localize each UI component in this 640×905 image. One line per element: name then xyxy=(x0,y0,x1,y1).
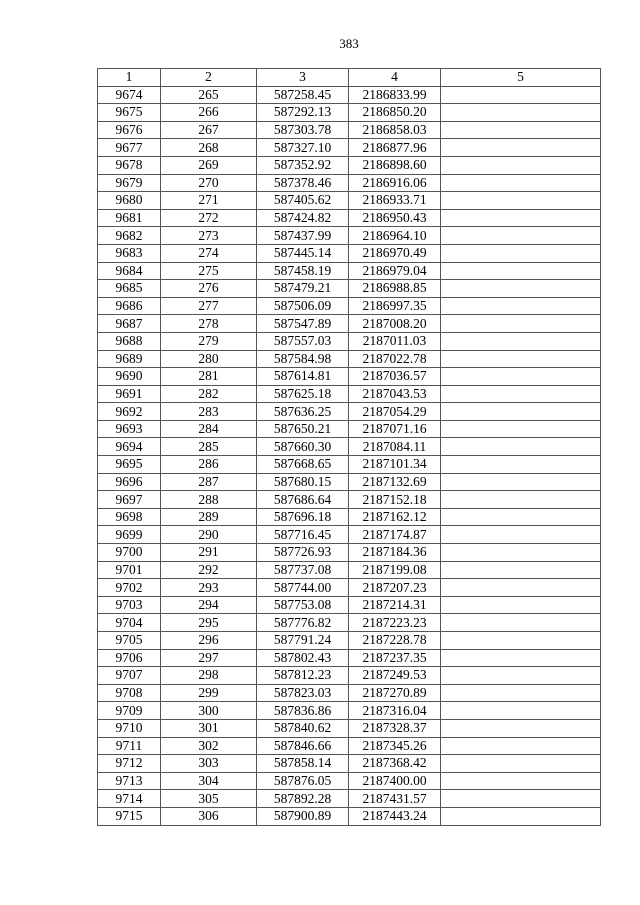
table-cell: 2186877.96 xyxy=(349,139,441,157)
table-cell xyxy=(441,139,601,157)
table-row xyxy=(98,772,601,790)
table-row xyxy=(98,385,601,403)
table-cell: 274 xyxy=(161,244,257,262)
table-cell: 587584.98 xyxy=(257,350,349,368)
table-row xyxy=(98,262,601,280)
table-cell: 9708 xyxy=(98,684,161,702)
table-cell: 9697 xyxy=(98,491,161,509)
table-cell xyxy=(441,526,601,544)
table-cell: 2187431.57 xyxy=(349,790,441,808)
table-cell: 2186916.06 xyxy=(349,174,441,192)
table-row xyxy=(98,403,601,421)
table-row xyxy=(98,438,601,456)
table-cell: 292 xyxy=(161,561,257,579)
column-header: 4 xyxy=(349,69,441,87)
table-cell xyxy=(441,807,601,825)
table-cell: 294 xyxy=(161,596,257,614)
table-cell: 2186833.99 xyxy=(349,86,441,104)
page-number: 383 xyxy=(339,36,359,51)
table-cell: 2187214.31 xyxy=(349,596,441,614)
table-cell xyxy=(441,491,601,509)
table-cell: 587352.92 xyxy=(257,156,349,174)
table-cell: 9690 xyxy=(98,368,161,386)
table-row xyxy=(98,227,601,245)
table-cell: 302 xyxy=(161,737,257,755)
column-header: 3 xyxy=(257,69,349,87)
table-cell xyxy=(441,156,601,174)
table-cell xyxy=(441,174,601,192)
table-cell xyxy=(441,579,601,597)
table-cell: 9715 xyxy=(98,807,161,825)
table-cell: 9674 xyxy=(98,86,161,104)
column-header: 2 xyxy=(161,69,257,87)
table-cell: 2187207.23 xyxy=(349,579,441,597)
table-cell xyxy=(441,262,601,280)
table-row xyxy=(98,315,601,333)
table-row xyxy=(98,192,601,210)
table-cell xyxy=(441,702,601,720)
table-cell: 587327.10 xyxy=(257,139,349,157)
table-cell xyxy=(441,473,601,491)
table-cell xyxy=(441,280,601,298)
table-cell: 2186850.20 xyxy=(349,104,441,122)
table-cell: 282 xyxy=(161,385,257,403)
table-cell xyxy=(441,385,601,403)
table-cell: 2187084.11 xyxy=(349,438,441,456)
table-cell: 587479.21 xyxy=(257,280,349,298)
table-cell: 9683 xyxy=(98,244,161,262)
table-row xyxy=(98,368,601,386)
table-cell: 2187443.24 xyxy=(349,807,441,825)
table-row xyxy=(98,526,601,544)
table-row xyxy=(98,473,601,491)
table-cell xyxy=(441,719,601,737)
table-cell xyxy=(441,614,601,632)
table-cell xyxy=(441,508,601,526)
table-cell: 9681 xyxy=(98,209,161,227)
table-cell: 2187101.34 xyxy=(349,456,441,474)
table-row xyxy=(98,807,601,825)
table-row xyxy=(98,86,601,104)
table-cell: 2187152.18 xyxy=(349,491,441,509)
table-cell: 2187184.36 xyxy=(349,544,441,562)
table-cell: 587614.81 xyxy=(257,368,349,386)
table-cell: 587812.23 xyxy=(257,667,349,685)
table-cell: 2186933.71 xyxy=(349,192,441,210)
table-cell: 285 xyxy=(161,438,257,456)
table-cell: 587405.62 xyxy=(257,192,349,210)
table-cell xyxy=(441,209,601,227)
table-cell xyxy=(441,667,601,685)
table-cell: 9700 xyxy=(98,544,161,562)
table-cell: 278 xyxy=(161,315,257,333)
table-row xyxy=(98,104,601,122)
table-row xyxy=(98,632,601,650)
table-cell xyxy=(441,192,601,210)
table-row xyxy=(98,491,601,509)
table-cell: 9680 xyxy=(98,192,161,210)
table-cell: 587791.24 xyxy=(257,632,349,650)
table-cell: 265 xyxy=(161,86,257,104)
column-header: 5 xyxy=(441,69,601,87)
table-cell: 306 xyxy=(161,807,257,825)
table-cell xyxy=(441,350,601,368)
table-cell: 587506.09 xyxy=(257,297,349,315)
table-cell: 2187043.53 xyxy=(349,385,441,403)
table-cell: 267 xyxy=(161,121,257,139)
table-cell xyxy=(441,755,601,773)
column-header: 1 xyxy=(98,69,161,87)
table-cell: 2187228.78 xyxy=(349,632,441,650)
table-cell: 296 xyxy=(161,632,257,650)
table-cell: 2187054.29 xyxy=(349,403,441,421)
table-row xyxy=(98,544,601,562)
table-cell: 2187036.57 xyxy=(349,368,441,386)
table-row xyxy=(98,719,601,737)
table-cell: 587424.82 xyxy=(257,209,349,227)
table-cell: 2187174.87 xyxy=(349,526,441,544)
table-row xyxy=(98,420,601,438)
table-row xyxy=(98,614,601,632)
table-cell: 273 xyxy=(161,227,257,245)
table-cell xyxy=(441,403,601,421)
table-row xyxy=(98,737,601,755)
table-cell xyxy=(441,332,601,350)
table-cell: 587802.43 xyxy=(257,649,349,667)
table-cell: 9688 xyxy=(98,332,161,350)
table-cell xyxy=(441,684,601,702)
table-cell: 587445.14 xyxy=(257,244,349,262)
table-cell xyxy=(441,456,601,474)
table-cell: 587660.30 xyxy=(257,438,349,456)
table-cell: 587744.00 xyxy=(257,579,349,597)
table-row xyxy=(98,508,601,526)
table-cell: 9693 xyxy=(98,420,161,438)
table-cell: 2186898.60 xyxy=(349,156,441,174)
table-cell: 304 xyxy=(161,772,257,790)
table-cell: 587776.82 xyxy=(257,614,349,632)
table-cell: 587753.08 xyxy=(257,596,349,614)
table-cell: 2187132.69 xyxy=(349,473,441,491)
table-cell: 295 xyxy=(161,614,257,632)
table-cell: 9696 xyxy=(98,473,161,491)
table-cell: 587650.21 xyxy=(257,420,349,438)
table-cell: 281 xyxy=(161,368,257,386)
table-cell: 2187199.08 xyxy=(349,561,441,579)
table-cell: 305 xyxy=(161,790,257,808)
table-cell: 2187400.00 xyxy=(349,772,441,790)
table-cell: 2187270.89 xyxy=(349,684,441,702)
table-cell: 9679 xyxy=(98,174,161,192)
table-cell: 9692 xyxy=(98,403,161,421)
table-cell: 286 xyxy=(161,456,257,474)
table-cell: 2186970.49 xyxy=(349,244,441,262)
table-cell: 272 xyxy=(161,209,257,227)
table-cell: 587292.13 xyxy=(257,104,349,122)
table-cell: 9711 xyxy=(98,737,161,755)
table-cell: 9687 xyxy=(98,315,161,333)
table-cell: 2187011.03 xyxy=(349,332,441,350)
table-cell: 587836.86 xyxy=(257,702,349,720)
table-cell: 298 xyxy=(161,667,257,685)
table-cell: 9675 xyxy=(98,104,161,122)
table-cell: 283 xyxy=(161,403,257,421)
table-cell: 9695 xyxy=(98,456,161,474)
table-cell: 2187162.12 xyxy=(349,508,441,526)
table-cell xyxy=(441,315,601,333)
table-cell: 2187368.42 xyxy=(349,755,441,773)
table-cell xyxy=(441,227,601,245)
table-cell: 587636.25 xyxy=(257,403,349,421)
table-cell: 587547.89 xyxy=(257,315,349,333)
table-cell: 270 xyxy=(161,174,257,192)
table-cell: 9676 xyxy=(98,121,161,139)
table-cell: 587858.14 xyxy=(257,755,349,773)
table-cell: 279 xyxy=(161,332,257,350)
table-cell: 587737.08 xyxy=(257,561,349,579)
table-row xyxy=(98,561,601,579)
table-cell: 9689 xyxy=(98,350,161,368)
table-row xyxy=(98,649,601,667)
table-cell: 300 xyxy=(161,702,257,720)
table-row xyxy=(98,139,601,157)
table-cell: 2187071.16 xyxy=(349,420,441,438)
table-cell: 9705 xyxy=(98,632,161,650)
table-cell xyxy=(441,596,601,614)
table-row xyxy=(98,350,601,368)
table-cell: 587258.45 xyxy=(257,86,349,104)
table-cell: 2187345.26 xyxy=(349,737,441,755)
table-row xyxy=(98,297,601,315)
table-cell: 303 xyxy=(161,755,257,773)
table-cell xyxy=(441,790,601,808)
table-cell: 9704 xyxy=(98,614,161,632)
table-cell: 291 xyxy=(161,544,257,562)
table-cell: 2186964.10 xyxy=(349,227,441,245)
table-row xyxy=(98,156,601,174)
table-cell xyxy=(441,297,601,315)
table-cell: 269 xyxy=(161,156,257,174)
table-row xyxy=(98,332,601,350)
table-cell: 293 xyxy=(161,579,257,597)
table-cell: 9678 xyxy=(98,156,161,174)
table-cell: 9694 xyxy=(98,438,161,456)
table-cell: 284 xyxy=(161,420,257,438)
table-cell: 9686 xyxy=(98,297,161,315)
table-header-row xyxy=(98,69,601,87)
table-cell: 2187223.23 xyxy=(349,614,441,632)
table-cell: 587303.78 xyxy=(257,121,349,139)
table-cell: 9699 xyxy=(98,526,161,544)
table-row xyxy=(98,790,601,808)
table-cell: 587625.18 xyxy=(257,385,349,403)
table-cell: 587900.89 xyxy=(257,807,349,825)
table-cell: 9710 xyxy=(98,719,161,737)
table-cell: 2186979.04 xyxy=(349,262,441,280)
table-cell xyxy=(441,438,601,456)
table-cell: 2187022.78 xyxy=(349,350,441,368)
table-cell xyxy=(441,104,601,122)
table-cell: 587876.05 xyxy=(257,772,349,790)
table-cell xyxy=(441,632,601,650)
table-cell: 2186950.43 xyxy=(349,209,441,227)
table-cell xyxy=(441,121,601,139)
table-cell: 587680.15 xyxy=(257,473,349,491)
table-cell: 9684 xyxy=(98,262,161,280)
table-cell: 2186997.35 xyxy=(349,297,441,315)
table-cell: 9706 xyxy=(98,649,161,667)
table-cell: 587458.19 xyxy=(257,262,349,280)
table-cell: 2186988.85 xyxy=(349,280,441,298)
table-cell: 9712 xyxy=(98,755,161,773)
table-cell: 9713 xyxy=(98,772,161,790)
table-cell: 297 xyxy=(161,649,257,667)
table-cell: 587716.45 xyxy=(257,526,349,544)
table-row xyxy=(98,667,601,685)
table-cell: 587378.46 xyxy=(257,174,349,192)
table-cell: 9702 xyxy=(98,579,161,597)
table-row xyxy=(98,579,601,597)
table-cell: 266 xyxy=(161,104,257,122)
table-cell: 2187316.04 xyxy=(349,702,441,720)
table-cell: 587726.93 xyxy=(257,544,349,562)
table-cell xyxy=(441,737,601,755)
table-cell: 2187008.20 xyxy=(349,315,441,333)
coordinates-table xyxy=(97,68,601,826)
table-cell: 587557.03 xyxy=(257,332,349,350)
table-cell: 9709 xyxy=(98,702,161,720)
table-cell xyxy=(441,368,601,386)
table-cell: 301 xyxy=(161,719,257,737)
table-cell: 9703 xyxy=(98,596,161,614)
table-cell: 287 xyxy=(161,473,257,491)
table-cell: 2187328.37 xyxy=(349,719,441,737)
table-cell: 9698 xyxy=(98,508,161,526)
table-row xyxy=(98,244,601,262)
table-row xyxy=(98,684,601,702)
table-cell xyxy=(441,772,601,790)
table-cell: 587696.18 xyxy=(257,508,349,526)
table-cell: 288 xyxy=(161,491,257,509)
table-cell xyxy=(441,420,601,438)
table-cell: 587892.28 xyxy=(257,790,349,808)
table-cell: 587823.03 xyxy=(257,684,349,702)
table-row xyxy=(98,702,601,720)
table-row xyxy=(98,280,601,298)
table-cell: 9701 xyxy=(98,561,161,579)
table-row xyxy=(98,174,601,192)
table-cell: 2187249.53 xyxy=(349,667,441,685)
table-cell: 587668.65 xyxy=(257,456,349,474)
table-cell: 9691 xyxy=(98,385,161,403)
table-row xyxy=(98,121,601,139)
table-row xyxy=(98,755,601,773)
table-cell: 587840.62 xyxy=(257,719,349,737)
table-row xyxy=(98,456,601,474)
table-cell: 9714 xyxy=(98,790,161,808)
table-cell: 276 xyxy=(161,280,257,298)
table-cell: 277 xyxy=(161,297,257,315)
table-cell xyxy=(441,544,601,562)
table-cell: 587846.66 xyxy=(257,737,349,755)
table-cell: 271 xyxy=(161,192,257,210)
table-cell xyxy=(441,649,601,667)
table-cell: 268 xyxy=(161,139,257,157)
table-body xyxy=(98,86,601,825)
table-cell: 275 xyxy=(161,262,257,280)
table-cell: 9677 xyxy=(98,139,161,157)
table-cell xyxy=(441,86,601,104)
table-row xyxy=(98,209,601,227)
table-cell: 290 xyxy=(161,526,257,544)
table-cell: 289 xyxy=(161,508,257,526)
table-cell: 2186858.03 xyxy=(349,121,441,139)
table-cell xyxy=(441,561,601,579)
table-cell: 9682 xyxy=(98,227,161,245)
table-row xyxy=(98,596,601,614)
table-cell: 587686.64 xyxy=(257,491,349,509)
table-cell: 299 xyxy=(161,684,257,702)
table-cell: 587437.99 xyxy=(257,227,349,245)
table-cell: 9685 xyxy=(98,280,161,298)
table-cell xyxy=(441,244,601,262)
table-cell: 280 xyxy=(161,350,257,368)
table-cell: 9707 xyxy=(98,667,161,685)
table-cell: 2187237.35 xyxy=(349,649,441,667)
